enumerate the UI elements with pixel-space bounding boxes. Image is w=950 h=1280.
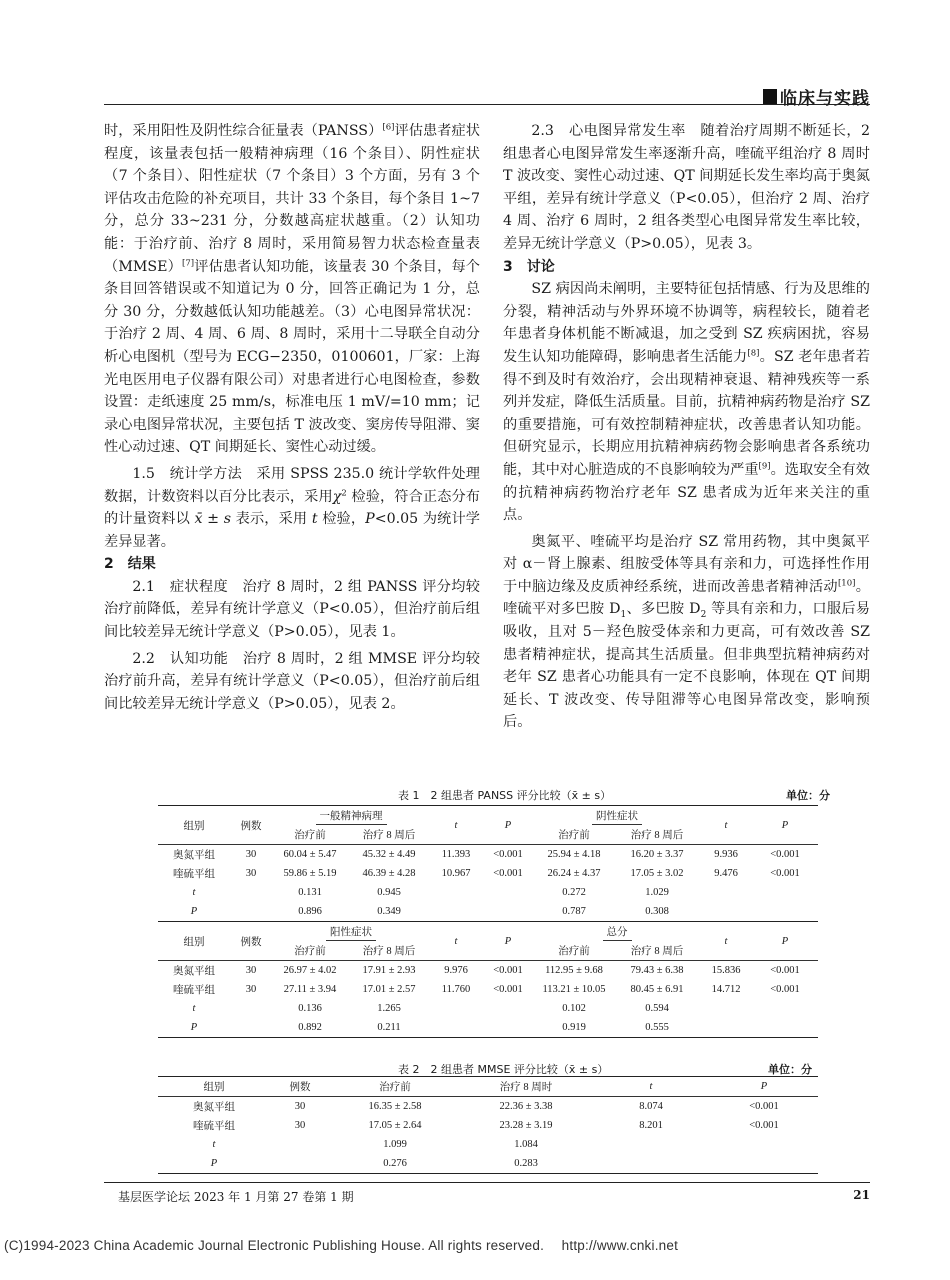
table1-cell <box>752 999 818 1018</box>
table2-cell: P <box>158 1154 270 1174</box>
table1-cell <box>430 1018 482 1038</box>
table1-cell: 17.91 ± 2.93 <box>362 965 416 976</box>
table2-title: 表 2 2 组患者 MMSE 评分比较（x̄ ± s） <box>398 1063 609 1076</box>
table1-header-p4: P <box>752 922 818 961</box>
table2-cell: <0.001 <box>749 1101 779 1112</box>
table1-cell: 30 <box>245 868 257 879</box>
result-cognition-paragraph: 2.2 认知功能 治疗 8 周时，2 组 MMSE 评分均较治疗前升高，差异有统计学意义（P<0.05），但治疗前后组间比较差异无统计学意义（P>0.05），见表 2。 <box>104 650 480 712</box>
table1-header-p2: P <box>752 806 818 845</box>
copyright-notice: (C)1994-2023 China Academic Journal Electronic Publishing House. All rights reserved. http://www.cnki.net <box>4 1238 679 1253</box>
table1-row <box>158 1018 818 1038</box>
table1-cell: 79.43 ± 6.38 <box>630 965 684 976</box>
table2-header-cell: 治疗 8 周时 <box>460 1077 592 1097</box>
table1-cell <box>752 1018 818 1038</box>
table1-cell: <0.001 <box>770 868 800 879</box>
table1-header-before2: 治疗前 <box>534 825 614 845</box>
table2-header-cell: 组别 <box>158 1077 270 1097</box>
table1-cell: 0.594 <box>645 1003 669 1014</box>
table1-cell <box>230 1018 272 1038</box>
table1-title: 表 1 2 组患者 PANSS 评分比较（x̄ ± s） <box>398 789 612 802</box>
table1-header-t3: t <box>430 922 482 961</box>
table1-cell: 0.787 <box>534 902 614 922</box>
table1-cell: 奥氮平组 <box>173 850 215 861</box>
table1-cell: 0.349 <box>348 902 430 922</box>
table1-cell: 59.86 ± 5.19 <box>283 868 337 879</box>
table1-cell: 112.95 ± 9.68 <box>545 965 603 976</box>
table1-cell: 0.945 <box>377 887 401 898</box>
table1-cell: t <box>192 1003 196 1014</box>
table1-header-group-b: 组别 <box>158 922 230 961</box>
table1-cell <box>230 999 272 1018</box>
table1-cell: 30 <box>245 984 257 995</box>
table1-cell: 喹硫平组 <box>173 985 215 996</box>
table1-cell: 0.102 <box>562 1003 586 1014</box>
table1-header-before: 治疗前 <box>272 825 348 845</box>
table1-cell: 15.836 <box>711 965 741 976</box>
table1-cell <box>230 902 272 922</box>
statistics-paragraph: 1.5 统计学方法 采用 SPSS 235.0 统计学软件处理数据，计数资料以百分比表示，采用$\chi^2$ 检验，符合正态分布的计量资料以 x̄ ± s 表示，采用 t 检验，P<0.05 为统计学差异显著。 <box>104 465 480 550</box>
table1-header-t2: t <box>700 806 752 845</box>
table1-cell <box>482 902 534 922</box>
table1-header-after3: 治疗 8 周后 <box>348 941 430 961</box>
table2-cell: 22.36 ± 3.38 <box>499 1101 553 1112</box>
table2-cell <box>270 1135 330 1154</box>
table1-cell: 60.04 ± 5.47 <box>283 849 337 860</box>
table2-row <box>158 1116 818 1135</box>
table1-header-general: 一般精神病理 <box>272 806 430 826</box>
table2-cell: 30 <box>294 1120 306 1131</box>
table1-cell <box>700 883 752 902</box>
table1-cell: 11.393 <box>441 849 471 860</box>
table1-cell: t <box>192 887 196 898</box>
table1-row <box>158 883 818 902</box>
table1-cell: 9.976 <box>444 965 468 976</box>
table1-cell: 喹硫平组 <box>173 869 215 880</box>
table2-row <box>158 1135 818 1154</box>
left-column <box>104 120 480 715</box>
table1-header-before4: 治疗前 <box>534 941 614 961</box>
section-tag <box>763 84 870 109</box>
table1-row <box>158 902 818 922</box>
table1-cell: 25.94 ± 4.18 <box>547 849 601 860</box>
table1-cell: 0.892 <box>272 1018 348 1038</box>
table1-row <box>158 999 818 1018</box>
table1-cell: 30 <box>245 849 257 860</box>
table2-header-cell: 例数 <box>270 1077 330 1097</box>
table1-cell: 26.24 ± 4.37 <box>547 868 601 879</box>
table1-row <box>158 864 818 883</box>
table1-cell: 0.131 <box>298 887 322 898</box>
table1-cell: 17.05 ± 3.02 <box>630 868 684 879</box>
table1-cell: 1.265 <box>377 1003 401 1014</box>
table2-cell: 8.201 <box>639 1120 663 1131</box>
table1-header-after: 治疗 8 周后 <box>348 825 430 845</box>
table2-cell: t <box>212 1139 216 1150</box>
table1-cell: 17.01 ± 2.57 <box>362 984 416 995</box>
table1-cell: 0.555 <box>614 1018 700 1038</box>
table1-header-after2: 治疗 8 周后 <box>614 825 700 845</box>
table1-cell: 10.967 <box>441 868 471 879</box>
table2-header-cell: 治疗前 <box>330 1077 460 1097</box>
table1-cell <box>482 1018 534 1038</box>
table1-row <box>158 845 818 865</box>
table1-header-negative: 阴性症状 <box>534 806 700 826</box>
table1-cell: <0.001 <box>493 965 523 976</box>
discussion-paragraph-2: 奥氮平、喹硫平均是治疗 SZ 常用药物，其中奥氮平对 α－肾上腺素、组胺受体等具有亲和力，可选择性作用于中脑边缘及皮质神经系统，进而改善患者精神活动[10]。喹硫平对多巴胺 $D_1$、多巴胺 $D_2$ 等具有亲和力，口服后易吸收，且对 5－羟色胺受体亲和力更高，可有效改善 SZ 患者精神症状，提高其生活质量。但非典型抗精神病药对老年 SZ 患者心功能具有一定不良影响，体现在 QT 间期延长、T 波改变、传导阻滞等心电图异常改变，影响预后。 <box>503 533 870 731</box>
table1-cell <box>430 999 482 1018</box>
table2-cell: 0.283 <box>460 1154 592 1174</box>
journal-info: 基层医学论坛 2023 年 1 月第 27 卷第 1 期 <box>118 1190 354 1204</box>
table1-cell: 80.45 ± 6.91 <box>630 984 684 995</box>
table1-cell: 0.919 <box>534 1018 614 1038</box>
table1-cell <box>482 999 534 1018</box>
table1-cell: 9.936 <box>714 849 738 860</box>
table1-cell: <0.001 <box>770 965 800 976</box>
table1-cell: 1.029 <box>645 887 669 898</box>
table2-cell: 8.074 <box>639 1101 663 1112</box>
table1-cell: 16.20 ± 3.37 <box>630 849 684 860</box>
table1-header-after4: 治疗 8 周后 <box>614 941 700 961</box>
table1-cell: 26.97 ± 4.02 <box>283 965 337 976</box>
table1-cell: 27.11 ± 3.94 <box>283 984 337 995</box>
table2-cell: 16.35 ± 2.58 <box>368 1101 422 1112</box>
discussion-paragraph-1: SZ 病因尚未阐明，主要特征包括情感、行为及思维的分裂，精神活动与外界环境不协调等，病程较长，随着老年患者身体机能不断减退，加之受到 SZ 疾病困扰，容易发生认知功能障碍，影响患者生活能力[8]。SZ 老年患者若得不到及时有效治疗，会出现精神衰退、精神残疾等一系列并发症，降低生活质量。目前，抗精神病药物是治疗 SZ 的重要措施，可有效控制精神症状，改善患者认知功能。但研究显示，长期应用抗精神病药物会影响患者各系统功能，其中对心脏造成的不良影响较为严重[9]。选取安全有效的抗精神病药物治疗老年 SZ 患者成为近年来关注的重点。 <box>503 281 870 524</box>
table2-cell: 奥氮平组 <box>193 1102 235 1113</box>
table1-row <box>158 961 818 981</box>
result-ecg-paragraph: 2.3 心电图异常发生率 随着治疗周期不断延长，2 组患者心电图异常发生率逐渐升高，喹硫平组治疗 8 周时 T 波改变、窦性心动过速、QT 间期延长发生率均高于奥氮平组，差异有统计学意义（P<0.05），但治疗 2 周、治疗 4 周、治疗 6 周时，2 组各类型心电图异常发生率比较，差异无统计学意义（P>0.05），见表 3。 <box>503 123 870 252</box>
table1-cell: 0.308 <box>614 902 700 922</box>
table1 <box>158 805 818 1038</box>
table1-header-p3: P <box>482 922 534 961</box>
table1-cell: 0.272 <box>562 887 586 898</box>
table2-cell: 30 <box>294 1101 306 1112</box>
table2-unit: 单位：分 <box>768 1063 812 1076</box>
table1-unit: 单位：分 <box>786 789 830 802</box>
methods-paragraph: 时，采用阳性及阴性综合征量表（PANSS）[6]评估患者症状程度，该量表包括一般精神病理（16 个条目）、阴性症状（7 个条目）、阳性症状（7 个条目）3 个方面，另有 3 个评估攻击危险的补充项目，共计 33 个条目，每个条目 1~7 分，总分 33~231 分，分数越高症状越重。（2）认知功能：于治疗前、治疗 8 周时，采用简易智力状态检查量表（MMSE）[7]评估患者认知功能，该量表 30 个条目，每个条目回答错误或不知道记为 0 分，回答正确记为 1 分，总分 30 分，分数越低认知功能越差。（3）心电图异常状况：于治疗 2 周、4 周、6 周、8 周时，采用十二导联全自动分析心电图机（型号为 ECG−2350，0100601，厂家：上海光电医用电子仪器有限公司）对患者进行心电图检查，参数设置：走纸速度 25 mm/s，标准电压 1 mV/=10 mm；记录心电图异常状况，主要包括 T 波改变、窦房传导阻滞、窦性心动过速、QT 间期延长、窦性心动过缓。 <box>104 122 480 456</box>
table2-cell: 17.05 ± 2.64 <box>368 1120 422 1131</box>
table1-cell <box>700 902 752 922</box>
table1-header-before3: 治疗前 <box>272 941 348 961</box>
table2-cell: 23.28 ± 3.19 <box>499 1120 553 1131</box>
page-number: 21 <box>853 1188 870 1202</box>
table1-cell: 46.39 ± 4.28 <box>362 868 416 879</box>
table1-cell: 0.896 <box>272 902 348 922</box>
table2-cell: 0.276 <box>330 1154 460 1174</box>
table1-cell <box>700 999 752 1018</box>
table2-cell <box>592 1135 710 1154</box>
table2-row <box>158 1097 818 1117</box>
table2-cell: 1.084 <box>514 1139 538 1150</box>
table1-cell: <0.001 <box>493 849 523 860</box>
table1-cell: 0.136 <box>298 1003 322 1014</box>
footer-rule <box>104 1182 870 1183</box>
table2-header-cell: P <box>710 1077 818 1097</box>
table1-cell: <0.001 <box>493 868 523 879</box>
table2-cell: 喹硫平组 <box>193 1121 235 1132</box>
result-symptom-paragraph: 2.1 症状程度 治疗 8 周时，2 组 PANSS 评分均较治疗前降低，差异有统计学意义（P<0.05），但治疗前后组间比较差异无统计学意义（P>0.05），见表 1。 <box>104 578 480 641</box>
table1-cell: P <box>158 1018 230 1038</box>
table1-header-group: 组别 <box>158 806 230 845</box>
table1-cell <box>482 883 534 902</box>
table2-cell: 1.099 <box>383 1139 407 1150</box>
table1-header-total: 总分 <box>534 922 700 942</box>
table1-header-t4: t <box>700 922 752 961</box>
right-column <box>503 120 870 734</box>
table1-cell: 奥氮平组 <box>173 966 215 977</box>
table1-cell <box>752 902 818 922</box>
table1-cell: 30 <box>245 965 257 976</box>
table1-cell: <0.001 <box>493 984 523 995</box>
table1-cell <box>752 883 818 902</box>
discussion-heading: 3 讨论 <box>503 258 555 275</box>
section-marker-block <box>763 89 777 105</box>
table1-cell: 0.211 <box>348 1018 430 1038</box>
table1-cell <box>430 902 482 922</box>
table2-cell: <0.001 <box>749 1120 779 1131</box>
table2-cell <box>592 1154 710 1174</box>
table1-cell <box>430 883 482 902</box>
results-heading: 2 结果 <box>104 556 156 573</box>
table1-cell <box>700 1018 752 1038</box>
header-rule <box>104 104 870 105</box>
table1-cell: 9.476 <box>714 868 738 879</box>
table1-cell: 14.712 <box>711 984 741 995</box>
table2-row <box>158 1154 818 1174</box>
section-title: 临床与实践 <box>780 89 870 109</box>
table1-header-n-b: 例数 <box>230 922 272 961</box>
table1-cell: 113.21 ± 10.05 <box>542 984 606 995</box>
table2-header-cell: t <box>592 1077 710 1097</box>
table1-header-n: 例数 <box>230 806 272 845</box>
table2-cell <box>710 1135 818 1154</box>
table2-cell <box>710 1154 818 1174</box>
table2-cell <box>270 1154 330 1174</box>
table1-cell: P <box>158 902 230 922</box>
table1-cell: 45.32 ± 4.49 <box>362 849 416 860</box>
table1-header-positive: 阳性症状 <box>272 922 430 942</box>
table2 <box>158 1076 818 1174</box>
table1-row <box>158 980 818 999</box>
table1-cell: <0.001 <box>770 984 800 995</box>
table1-header-t: t <box>430 806 482 845</box>
table1-cell <box>230 883 272 902</box>
table1-header-p: P <box>482 806 534 845</box>
table1-cell: <0.001 <box>770 849 800 860</box>
table1-cell: 11.760 <box>441 984 471 995</box>
